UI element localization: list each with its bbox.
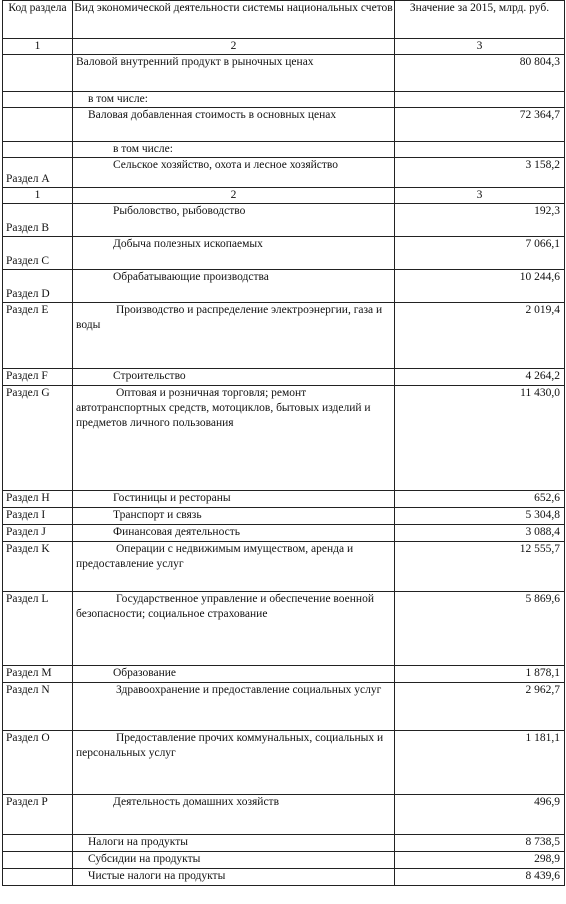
- row-name: Здравоохранение и предоставление социальных услуг: [73, 683, 395, 731]
- row-name: Финансовая деятельность: [73, 525, 395, 542]
- header-code: Код раздела: [3, 1, 73, 39]
- tax-row: [3, 835, 565, 852]
- row-value: 192,3: [395, 204, 565, 237]
- table-row: [3, 592, 565, 666]
- row-value: 7 066,1: [395, 237, 565, 270]
- row-code: Раздел K: [3, 542, 73, 592]
- column-number-row-2: [3, 188, 565, 204]
- row-value: 12 555,7: [395, 542, 565, 592]
- table-row: [3, 204, 565, 237]
- gdp-row: [3, 55, 565, 92]
- section-a-row: [3, 158, 565, 188]
- table-row: [3, 683, 565, 731]
- row-code: Раздел L: [3, 592, 73, 666]
- gva-row: [3, 108, 565, 142]
- row-code: Раздел G: [3, 386, 73, 491]
- gdp-name: Валовой внутренний продукт в рыночных ценах: [73, 55, 395, 92]
- gva-name: Валовая добавленная стоимость в основных ценах: [73, 108, 395, 142]
- gva-value: 72 364,7: [395, 108, 565, 142]
- row-name: Деятельность домашних хозяйств: [73, 795, 395, 835]
- table-row: [3, 508, 565, 525]
- row-value: 5 869,6: [395, 592, 565, 666]
- row-code: Раздел E: [3, 303, 73, 369]
- colnum2-1: 1: [3, 188, 73, 204]
- tax-name: Налоги на продукты: [73, 835, 395, 852]
- tax-row: [3, 852, 565, 869]
- row-code: Раздел C: [3, 237, 73, 270]
- row-name: Производство и распределение электроэнергии, газа и воды: [73, 303, 395, 369]
- row-code: Раздел J: [3, 525, 73, 542]
- colnum-1: 1: [3, 39, 73, 55]
- row-value: 1 181,1: [395, 731, 565, 795]
- gdp-table: [2, 0, 565, 886]
- tax-name: Субсидии на продукты: [73, 852, 395, 869]
- table-row: [3, 731, 565, 795]
- incl-label-1: в том числе:: [73, 92, 395, 108]
- gdp-table-page: [2, 0, 564, 886]
- row-name: Операции с недвижимым имуществом, аренда и предоставление услуг: [73, 542, 395, 592]
- table-row: [3, 491, 565, 508]
- row-value: 5 304,8: [395, 508, 565, 525]
- incl-row-1: [3, 92, 565, 108]
- tax-row: [3, 869, 565, 886]
- row-code: Раздел M: [3, 666, 73, 683]
- table-row: [3, 237, 565, 270]
- column-number-row: [3, 39, 565, 55]
- row-code: Раздел P: [3, 795, 73, 835]
- header-value: Значение за 2015, млрд. руб.: [395, 1, 565, 39]
- row-code: Раздел N: [3, 683, 73, 731]
- table-row: [3, 525, 565, 542]
- tax-name: Чистые налоги на продукты: [73, 869, 395, 886]
- row-name: Предоставление прочих коммунальных, социальных и персональных услуг: [73, 731, 395, 795]
- section-a-value: 3 158,2: [395, 158, 565, 188]
- row-code: Раздел D: [3, 270, 73, 303]
- row-code: Раздел O: [3, 731, 73, 795]
- row-name: Рыболовство, рыбоводство: [73, 204, 395, 237]
- colnum-2: 2: [73, 39, 395, 55]
- table-row: [3, 303, 565, 369]
- row-value: 3 088,4: [395, 525, 565, 542]
- row-name: Образование: [73, 666, 395, 683]
- table-header: [3, 1, 565, 39]
- row-name: Строительство: [73, 369, 395, 386]
- row-value: 652,6: [395, 491, 565, 508]
- table-row: [3, 666, 565, 683]
- row-value: 1 878,1: [395, 666, 565, 683]
- row-value: 11 430,0: [395, 386, 565, 491]
- row-name: Транспорт и связь: [73, 508, 395, 525]
- tax-value: 8 738,5: [395, 835, 565, 852]
- row-value: 496,9: [395, 795, 565, 835]
- header-activity: Вид экономической деятельности системы национальных счетов: [73, 1, 395, 39]
- row-value: 10 244,6: [395, 270, 565, 303]
- colnum2-3: 3: [395, 188, 565, 204]
- incl-label-2: в том числе:: [73, 142, 395, 158]
- gdp-value: 80 804,3: [395, 55, 565, 92]
- table-row: [3, 386, 565, 491]
- row-code: Раздел F: [3, 369, 73, 386]
- colnum-3: 3: [395, 39, 565, 55]
- row-code: Раздел H: [3, 491, 73, 508]
- row-value: 4 264,2: [395, 369, 565, 386]
- table-row: [3, 369, 565, 386]
- tax-value: 298,9: [395, 852, 565, 869]
- row-name: Государственное управление и обеспечение военной безопасности; социальное страхование: [73, 592, 395, 666]
- colnum2-2: 2: [73, 188, 395, 204]
- section-a-code: Раздел A: [3, 158, 73, 188]
- table-row: [3, 795, 565, 835]
- row-name: Гостиницы и рестораны: [73, 491, 395, 508]
- row-value: 2 962,7: [395, 683, 565, 731]
- table-row: [3, 270, 565, 303]
- tax-value: 8 439,6: [395, 869, 565, 886]
- row-name: Оптовая и розничная торговля; ремонт автотранспортных средств, мотоциклов, бытовых изделий и предметов личного пользования: [73, 386, 395, 491]
- row-value: 2 019,4: [395, 303, 565, 369]
- table-row: [3, 542, 565, 592]
- incl-row-2: [3, 142, 565, 158]
- row-code: Раздел B: [3, 204, 73, 237]
- row-name: Обрабатывающие производства: [73, 270, 395, 303]
- row-code: Раздел I: [3, 508, 73, 525]
- section-a-name: Сельское хозяйство, охота и лесное хозяйство: [73, 158, 395, 188]
- row-name: Добыча полезных ископаемых: [73, 237, 395, 270]
